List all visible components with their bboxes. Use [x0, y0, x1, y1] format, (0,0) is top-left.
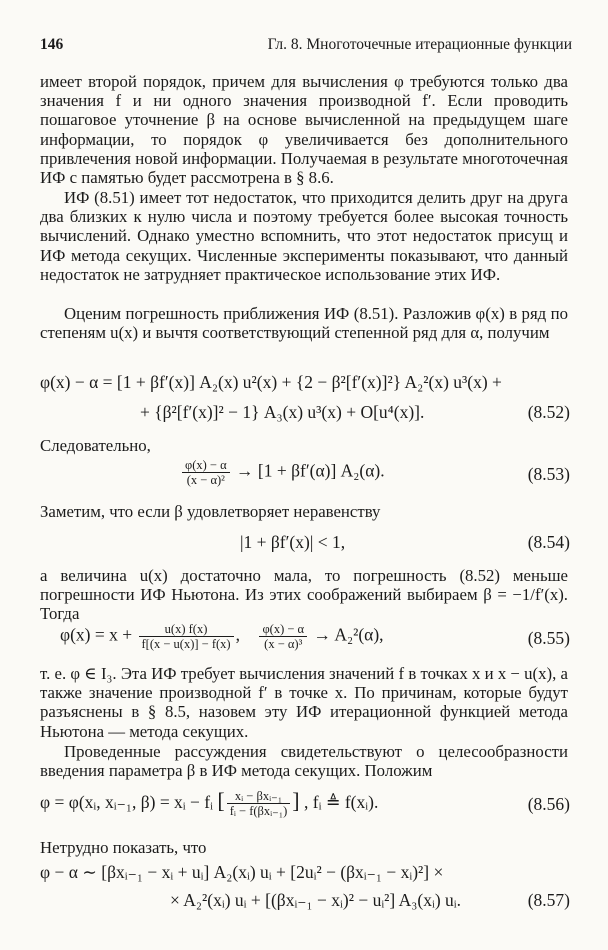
paragraph-5: Заметим, что если β удовлетворяет неравенству: [40, 502, 381, 521]
page-number: 146: [40, 36, 64, 53]
equation-number: (8.56): [527, 794, 570, 814]
equation-8-55: φ(x) = x + $\frac{u(x) f(x)}{f[(x - u(x)] - f(x)}$ , $\frac{\varphi(x) - \alpha}{\text{(x − α)³}}$ → A₂²(α), (8.55): [60, 622, 570, 651]
paragraph-9: Нетрудно показать, что: [40, 838, 207, 857]
paragraph-3: Оценим погрешность приближения ИФ (8.51). Разложив φ(x) в ряд по степеням u(x) и вычтя соответствующий степенной ряд для α, получим: [40, 304, 568, 343]
equation-number: (8.52): [527, 402, 570, 422]
equation-8-53: $\frac{\varphi(x) - \alpha}{\text{(x − α)²}}$ → [1 + βf′(α)] A₂(α). (8.53): [40, 456, 570, 492]
paragraph-1: имеет второй порядок, причем для вычисления φ требуются только два значения f и ни одного значения производной f′. Если проводить пошаговое уточнение β на основе вычисленной на предыдущем шаге информации, то порядок φ увеличивается без дополнительного привлечения новой информации. Получаемая в результате многоточечная ИФ с памятью будет рассмотрена в § 8.6.: [40, 72, 568, 188]
page-header: [40, 36, 572, 56]
equation-number: (8.54): [527, 532, 570, 552]
equation-8-57-line2: × A₂²(xᵢ) uᵢ + [(βxᵢ₋₁ − xᵢ)² − uᵢ²] A₃(xᵢ) uᵢ. (8.57): [170, 890, 570, 910]
equation-number: (8.55): [527, 628, 570, 648]
equation-8-52-line1: φ(x) − α = [1 + βf′(x)] A₂(x) u²(x) + {2 − β²[f′(x)]²} A₂²(x) u³(x) +: [40, 372, 502, 392]
equation-number: (8.57): [527, 890, 570, 910]
paragraph-6: а величина u(x) достаточно мала, то погрешность (8.52) меньше погрешности ИФ Ньютона. Из этих соображений выбираем β = −1/f′(x). Тогда: [40, 566, 568, 624]
equation-number: (8.53): [527, 464, 570, 484]
equation-8-52-line2: + {β²[f′(x)]² − 1} A₃(x) u³(x) + O[u⁴(x)]. (8.52): [140, 402, 570, 422]
paragraph-7: т. е. φ ∈ I₃. Эта ИФ требует вычисления значений f в точках x и x − u(x), а также значение производной f′ в точке x. По причинам, которые будут разъяснены в § 8.5, назовем эту ИФ итерационной функцией метода Ньютона — метода секущих.: [40, 664, 568, 741]
equation-8-57-line1: φ − α ∼ [βxᵢ₋₁ − xᵢ + uᵢ] A₂(xᵢ) uᵢ + [2uᵢ² − (βxᵢ₋₁ − xᵢ)²] ×: [40, 862, 444, 882]
paragraph-8: Проведенные рассуждения свидетельствуют о целесообразности введения параметра β в ИФ метода секущих. Положим: [40, 742, 568, 781]
paragraph-2: ИФ (8.51) имеет тот недостаток, что приходится делить друг на друга два близких к нулю числа и поэтому требуется более высокая точность вычислений. Однако уместно вспомнить, что этот недостаток присущ и ИФ метода секущих. Численные эксперименты показывают, что данный недостаток не затрудняет практическое использование этих ИФ.: [40, 188, 568, 284]
equation-8-56: φ = φ(xᵢ, xᵢ₋₁, β) = xᵢ − fᵢ [ $\frac{\text{xᵢ − βxᵢ₋₁}}{\text{fᵢ − f(βxᵢ₋₁)}}$ ] , fᵢ ≜ f(xᵢ). (8.56): [40, 788, 570, 819]
paragraph-4: Следовательно,: [40, 436, 151, 455]
running-title: Гл. 8. Многоточечные итерационные функции: [267, 36, 572, 53]
equation-8-54: |1 + βf′(x)| < 1, (8.54): [240, 532, 570, 552]
